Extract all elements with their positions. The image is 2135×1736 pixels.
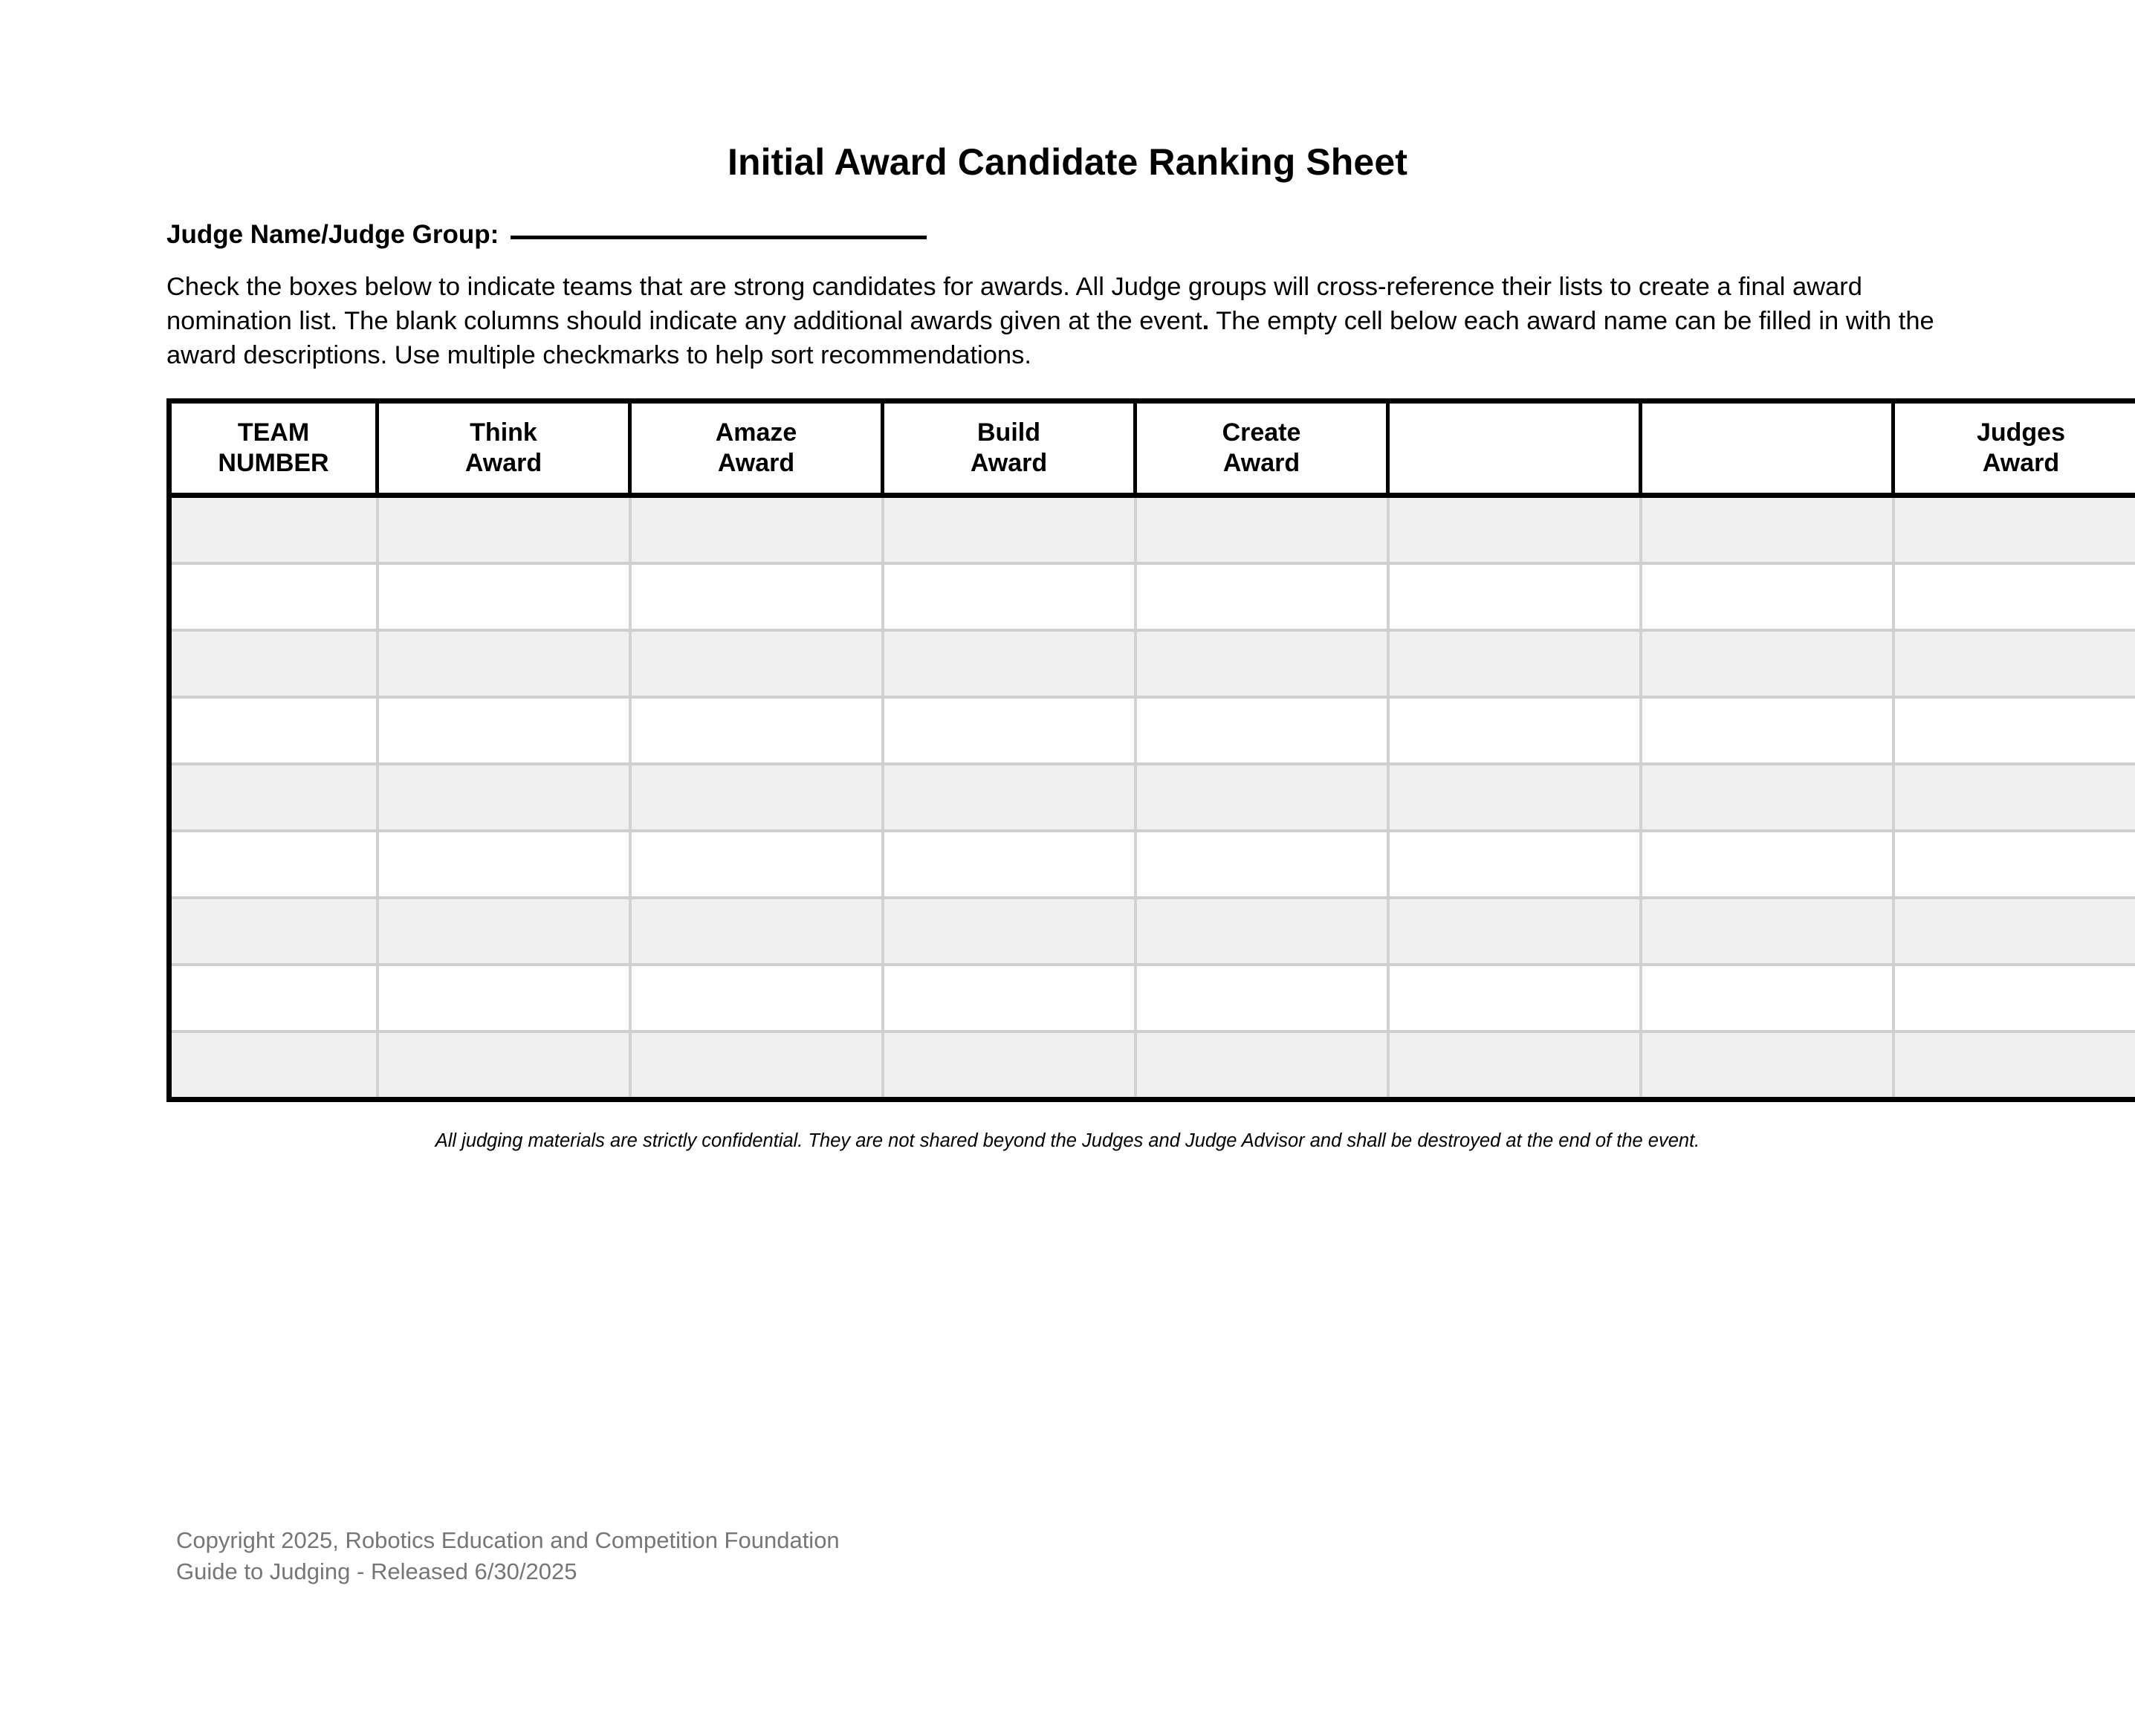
footer-document-line: Guide to Judging - Released 6/30/2025 (176, 1558, 577, 1585)
cell-judges-award[interactable] (1893, 965, 2135, 1031)
instructions-bold-period: . (1202, 307, 1210, 336)
column-header-line1: Amaze (715, 418, 797, 447)
cell-judges-award[interactable] (1893, 697, 2135, 764)
cell-think-award[interactable] (378, 496, 630, 564)
cell-judges-award[interactable] (1893, 898, 2135, 965)
cell-create-award[interactable] (1135, 965, 1388, 1031)
column-header-line1: Judges (1976, 418, 2066, 447)
cell-build-award[interactable] (883, 496, 1135, 564)
table-row (169, 831, 2135, 898)
cell-think-award[interactable] (378, 764, 630, 831)
confidentiality-note: All judging materials are strictly confidential. They are not shared beyond the Judges and Judge Advisor and shall be destroyed at the end of the event. (435, 1130, 1700, 1152)
judge-name-field-row (166, 218, 1969, 252)
cell-think-award[interactable] (378, 563, 630, 630)
column-header-line2: Award (1222, 449, 1300, 478)
cell-create-award[interactable] (1135, 898, 1388, 965)
instructions-text-part2: The empty cell below each award name can be filled in with the award descriptions. Use multiple checkmarks to help sort recommendations. (166, 307, 1934, 370)
cell-amaze-award[interactable] (630, 764, 883, 831)
cell-blank-2[interactable] (1641, 1031, 1893, 1100)
cell-build-award[interactable] (883, 764, 1135, 831)
cell-amaze-award[interactable] (630, 563, 883, 630)
table-row (169, 697, 2135, 764)
cell-judges-award[interactable] (1893, 764, 2135, 831)
cell-team-number[interactable] (169, 630, 378, 697)
cell-build-award[interactable] (883, 630, 1135, 697)
cell-blank-1[interactable] (1388, 764, 1641, 831)
cell-blank-2[interactable] (1641, 898, 1893, 965)
cell-blank-1[interactable] (1388, 831, 1641, 898)
cell-think-award[interactable] (378, 697, 630, 764)
judge-name-label: Judge Name/Judge Group: (166, 219, 499, 249)
page-footer (176, 1525, 840, 1587)
cell-build-award[interactable] (883, 898, 1135, 965)
cell-blank-2[interactable] (1641, 630, 1893, 697)
cell-judges-award[interactable] (1893, 1031, 2135, 1100)
cell-build-award[interactable] (883, 831, 1135, 898)
cell-blank-2[interactable] (1641, 831, 1893, 898)
cell-amaze-award[interactable] (630, 496, 883, 564)
cell-create-award[interactable] (1135, 831, 1388, 898)
cell-blank-1[interactable] (1388, 898, 1641, 965)
table-row (169, 1031, 2135, 1100)
column-header-team-number (169, 401, 378, 496)
instructions-paragraph (166, 271, 1969, 373)
cell-blank-2[interactable] (1641, 697, 1893, 764)
instructions-text-part1: Check the boxes below to indicate teams that are strong candidates for awards. All Judge groups will cross-reference their lists to create a final award nomination list. The blank columns should indicate any additional awards given at the event (166, 273, 1862, 336)
cell-blank-1[interactable] (1388, 697, 1641, 764)
cell-judges-award[interactable] (1893, 563, 2135, 630)
cell-build-award[interactable] (883, 563, 1135, 630)
column-header-line1: Build (977, 418, 1040, 447)
cell-judges-award[interactable] (1893, 496, 2135, 564)
cell-build-award[interactable] (883, 1031, 1135, 1100)
cell-create-award[interactable] (1135, 764, 1388, 831)
column-header-create-award (1135, 401, 1388, 496)
cell-amaze-award[interactable] (630, 697, 883, 764)
table-row (169, 898, 2135, 965)
column-header-line1: Think (470, 418, 537, 447)
cell-team-number[interactable] (169, 697, 378, 764)
column-header-line1: Create (1222, 418, 1301, 447)
column-header-line2: NUMBER (218, 449, 329, 478)
cell-create-award[interactable] (1135, 496, 1388, 564)
cell-team-number[interactable] (169, 831, 378, 898)
cell-judges-award[interactable] (1893, 630, 2135, 697)
footer-copyright-line: Copyright 2025, Robotics Education and Competition Foundation (176, 1527, 840, 1553)
cell-think-award[interactable] (378, 831, 630, 898)
cell-amaze-award[interactable] (630, 965, 883, 1031)
cell-build-award[interactable] (883, 697, 1135, 764)
column-header-think-award (378, 401, 630, 496)
cell-blank-2[interactable] (1641, 965, 1893, 1031)
cell-blank-2[interactable] (1641, 764, 1893, 831)
cell-team-number[interactable] (169, 965, 378, 1031)
cell-blank-2[interactable] (1641, 496, 1893, 564)
column-header-line2: Award (970, 449, 1048, 478)
judge-name-input[interactable] (511, 235, 927, 239)
cell-team-number[interactable] (169, 1031, 378, 1100)
cell-create-award[interactable] (1135, 630, 1388, 697)
cell-amaze-award[interactable] (630, 898, 883, 965)
cell-team-number[interactable] (169, 563, 378, 630)
table-row (169, 965, 2135, 1031)
column-header-build-award (883, 401, 1135, 496)
cell-amaze-award[interactable] (630, 1031, 883, 1100)
table-row (169, 764, 2135, 831)
cell-create-award[interactable] (1135, 697, 1388, 764)
column-header-blank-1[interactable] (1388, 401, 1641, 496)
cell-think-award[interactable] (378, 898, 630, 965)
column-header-line2: Award (464, 449, 542, 478)
page-title: Initial Award Candidate Ranking Sheet (728, 141, 1407, 183)
content-area (166, 218, 2066, 1154)
cell-blank-1[interactable] (1388, 965, 1641, 1031)
table-header-row (169, 401, 2135, 496)
cell-blank-1[interactable] (1388, 496, 1641, 564)
table-row (169, 496, 2135, 564)
table-body (169, 496, 2135, 1100)
column-header-line2: Award (717, 449, 795, 478)
cell-blank-2[interactable] (1641, 563, 1893, 630)
cell-amaze-award[interactable] (630, 831, 883, 898)
cell-team-number[interactable] (169, 496, 378, 564)
cell-judges-award[interactable] (1893, 831, 2135, 898)
column-header-judges-award (1893, 401, 2135, 496)
column-header-line1: TEAM (237, 418, 310, 447)
cell-blank-1[interactable] (1388, 630, 1641, 697)
cell-think-award[interactable] (378, 965, 630, 1031)
cell-blank-1[interactable] (1388, 563, 1641, 630)
table-row (169, 563, 2135, 630)
cell-team-number[interactable] (169, 898, 378, 965)
award-ranking-table (166, 398, 2135, 1102)
cell-think-award[interactable] (378, 630, 630, 697)
cell-think-award[interactable] (378, 1031, 630, 1100)
cell-create-award[interactable] (1135, 1031, 1388, 1100)
cell-team-number[interactable] (169, 764, 378, 831)
column-header-amaze-award (630, 401, 883, 496)
table-row (169, 630, 2135, 697)
column-header-line2: Award (1982, 449, 2060, 478)
column-header-blank-2[interactable] (1641, 401, 1893, 496)
cell-blank-1[interactable] (1388, 1031, 1641, 1100)
cell-build-award[interactable] (883, 965, 1135, 1031)
cell-amaze-award[interactable] (630, 630, 883, 697)
table-header (169, 401, 2135, 496)
cell-create-award[interactable] (1135, 563, 1388, 630)
